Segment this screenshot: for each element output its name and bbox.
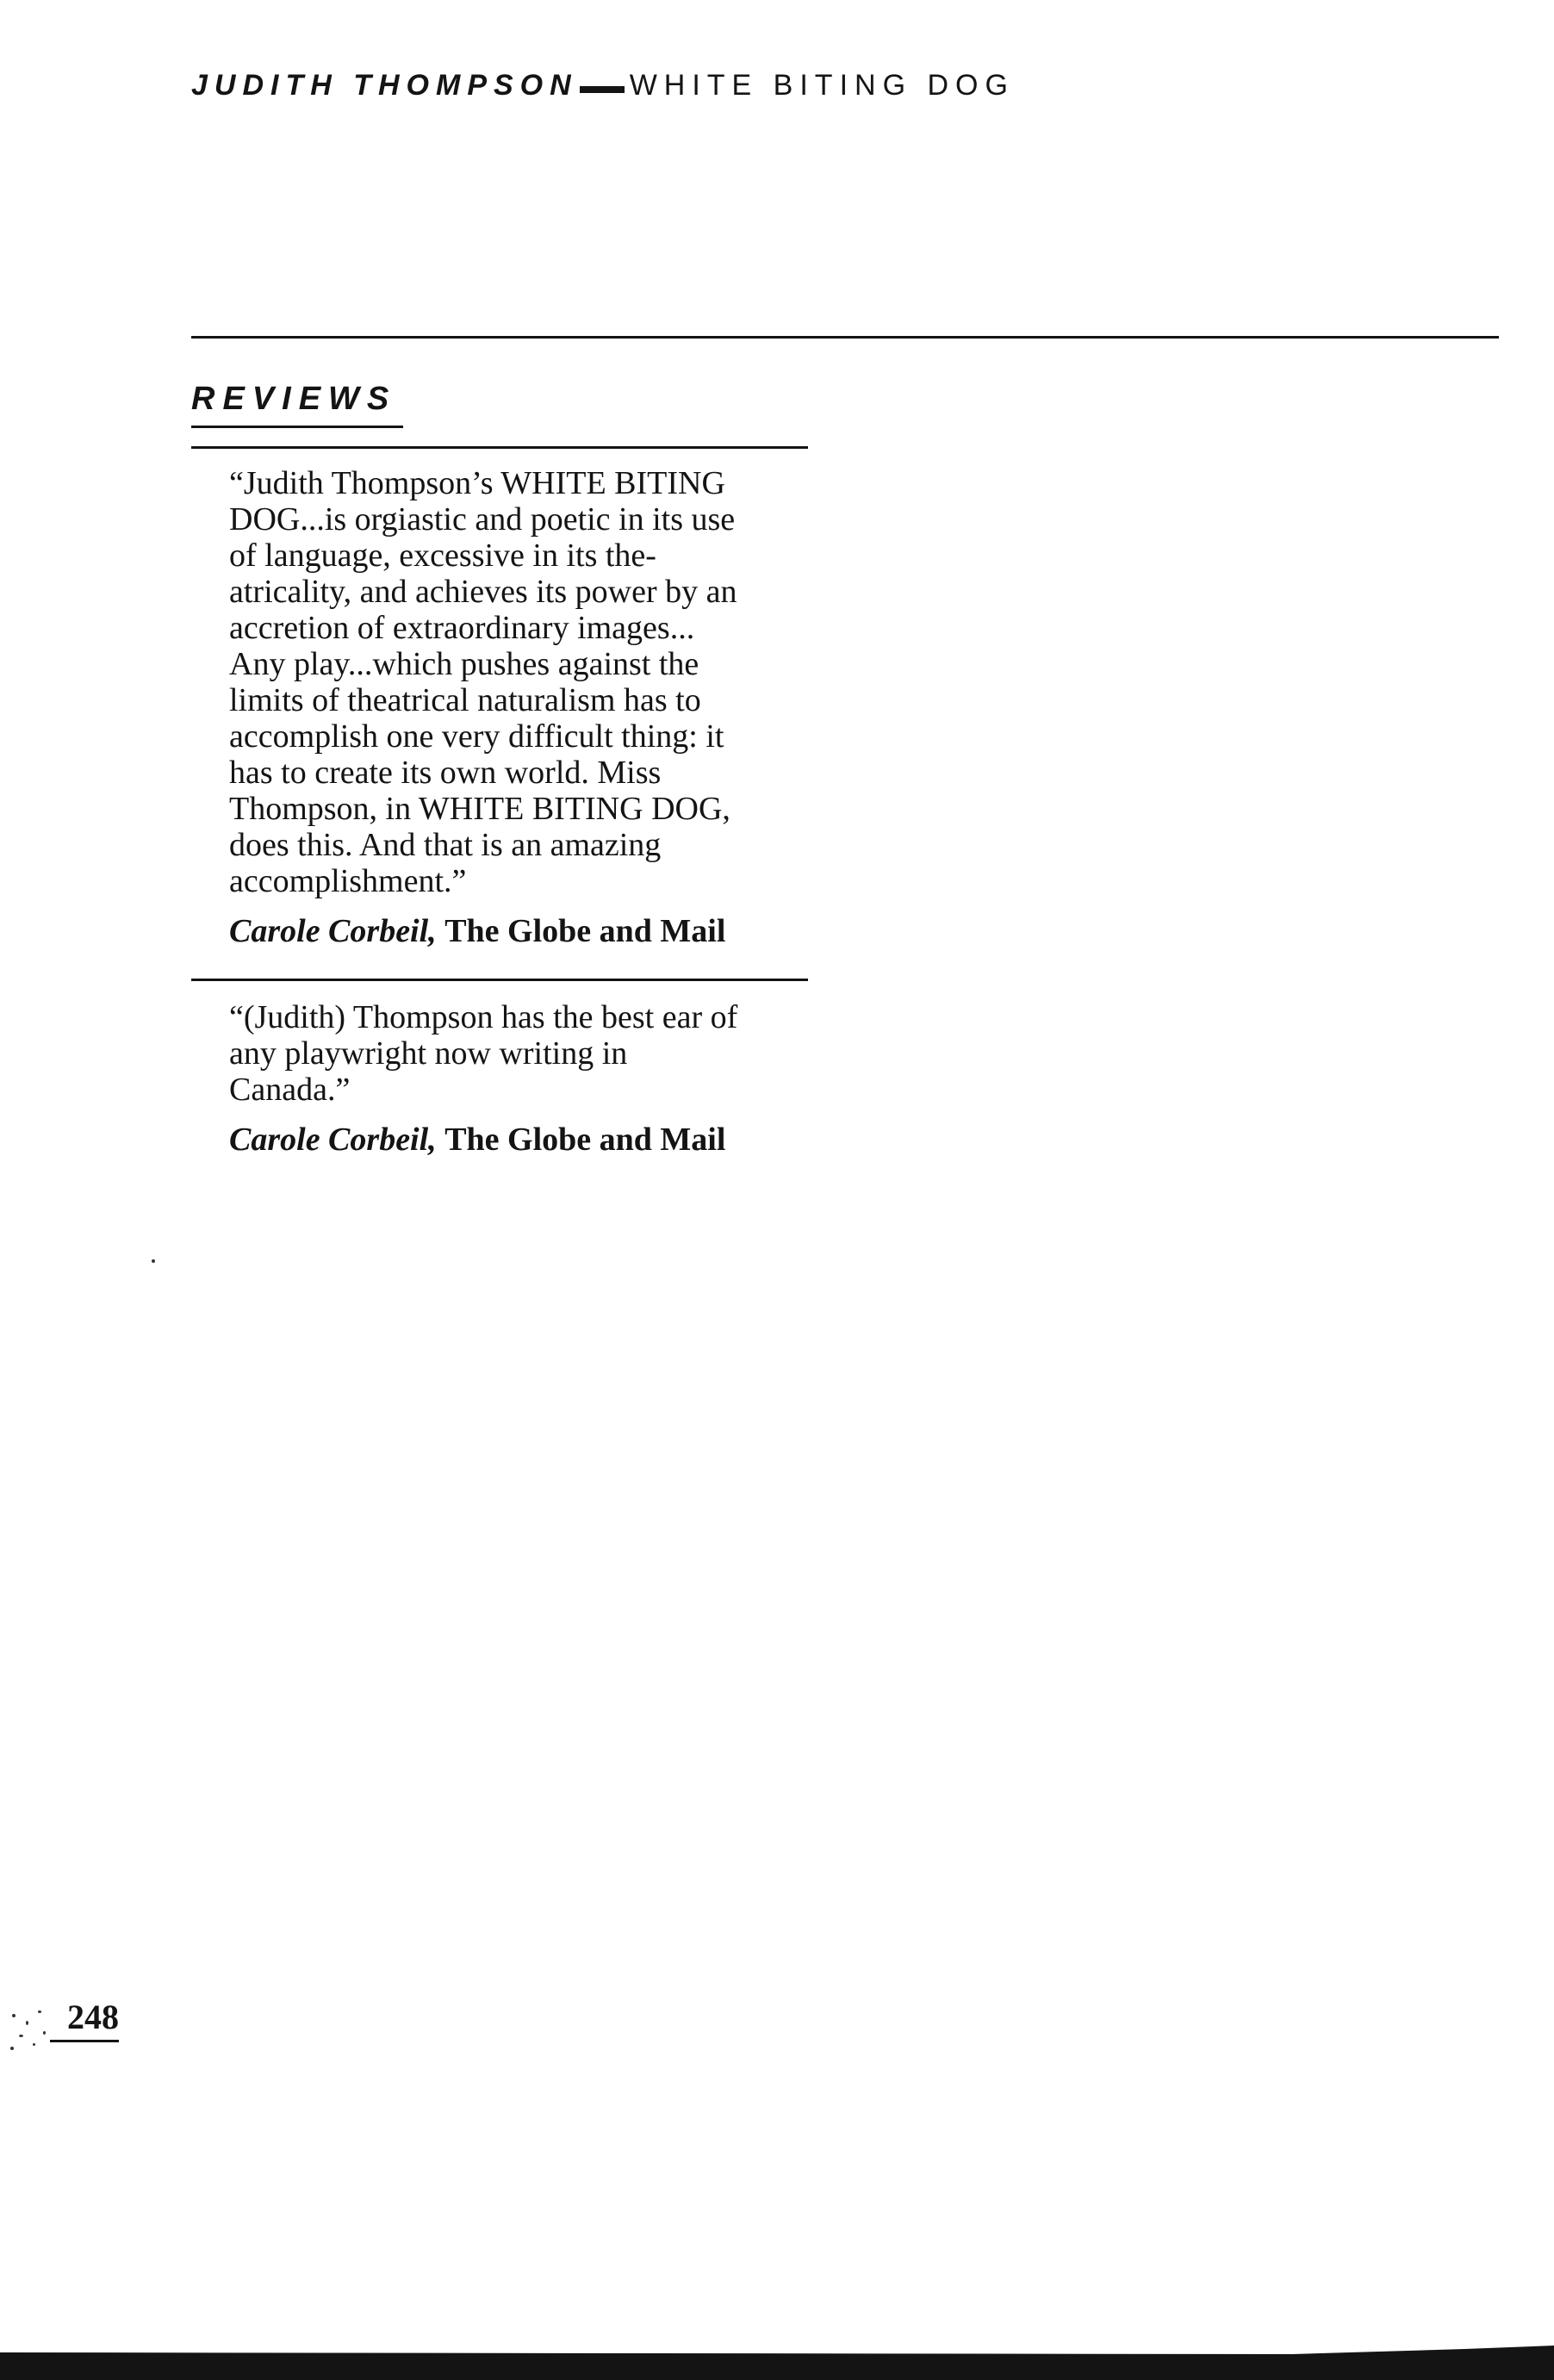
review-quote-line: any playwright now writing in (229, 1035, 628, 1072)
section-title-underline (191, 426, 403, 428)
review-quote-line: does this. And that is an amazing (229, 827, 662, 863)
running-head-title: WHITE BITING DOG (629, 69, 1015, 102)
review-publication: The Globe and Mail (444, 913, 726, 949)
review-quote-line: accretion of extraordinary images... (229, 610, 695, 646)
review-quote-line: “Judith Thompson’s WHITE BITING (229, 465, 725, 501)
review-critic: Carole Corbeil, (229, 1122, 437, 1158)
review-quote-line: “(Judith) Thompson has the best ear of (229, 999, 738, 1035)
section-title: REVIEWS (191, 381, 397, 417)
review-quote-line: limits of theatrical naturalism has to (229, 682, 701, 718)
review-divider-1 (191, 446, 808, 449)
top-divider (191, 336, 1499, 339)
review-quote-line: Canada.” (229, 1072, 351, 1108)
review-2 (229, 999, 815, 1158)
review-quote-line: accomplish one very difficult thing: it (229, 718, 724, 755)
running-head-author: JUDITH THOMPSON (191, 69, 578, 102)
review-quote-line: atricality, and achieves its power by an (229, 574, 737, 610)
review-quote-line: has to create its own world. Miss (229, 755, 662, 791)
review-quote-line: accomplishment.” (229, 863, 467, 899)
page-number: 248 (50, 1998, 119, 2042)
review-quote-line: of language, excessive in its the- (229, 538, 656, 574)
review-1 (229, 465, 815, 949)
review-quote-line: Any play...which pushes against the (229, 646, 699, 682)
review-divider-2 (191, 979, 808, 981)
review-attribution (229, 913, 815, 949)
review-publication: The Globe and Mail (444, 1122, 726, 1158)
running-head (191, 69, 1015, 103)
review-quote-line: DOG...is orgiastic and poetic in its use (229, 501, 736, 538)
scan-edge-shadow (0, 2346, 1554, 2380)
running-head-separator (580, 86, 625, 93)
review-quote-line: Thompson, in WHITE BITING DOG, (229, 791, 730, 827)
review-attribution (229, 1122, 815, 1158)
review-critic: Carole Corbeil, (229, 913, 437, 949)
